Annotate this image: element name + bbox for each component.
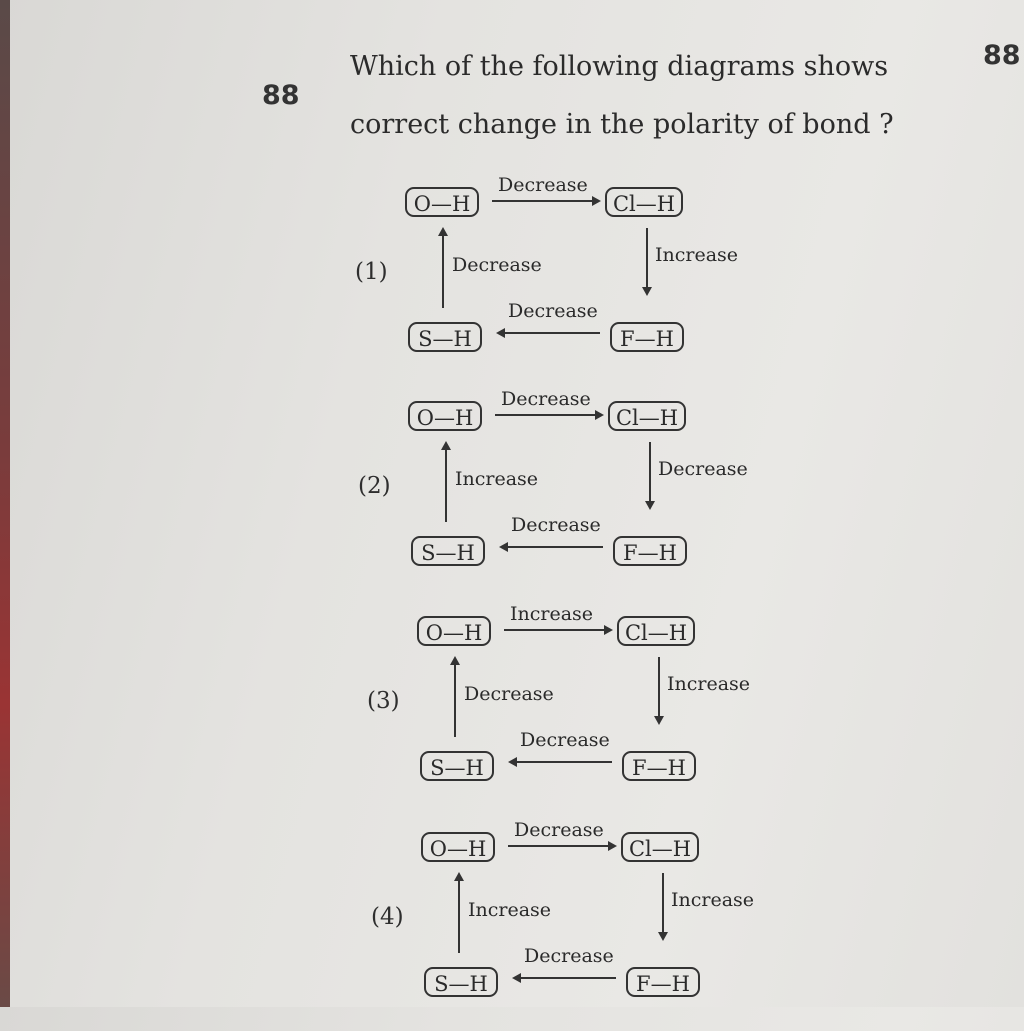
bond-box-s-h: S—H [411,536,485,566]
arrow-label-top: Decrease [498,174,588,196]
arrow-label-right: Increase [671,889,755,911]
arrow-top [492,200,592,202]
arrow-right-head [642,287,652,296]
bond-box-cl-h: Cl—H [621,832,699,862]
arrow-left-head [441,441,451,450]
answer-option-3[interactable] [12,603,1024,815]
arrow-label-left: Increase [455,468,539,490]
arrow-label-bottom: Decrease [511,514,601,536]
arrow-label-left: Decrease [452,254,542,276]
answer-option-2[interactable] [3,388,1024,600]
option-label: (2) [358,473,391,499]
arrow-right [649,442,651,502]
bond-box-f-h: F—H [613,536,687,566]
answer-option-1[interactable] [0,174,1024,386]
arrow-bottom-head [512,973,521,983]
arrow-top-head [608,841,617,851]
arrow-label-right: Increase [667,673,751,695]
arrow-label-top: Decrease [514,819,604,841]
arrow-right-head [645,501,655,510]
bond-box-f-h: F—H [622,751,696,781]
arrow-bottom [505,332,600,334]
bond-box-cl-h: Cl—H [605,187,683,217]
arrow-label-left: Decrease [464,683,554,705]
arrow-top-head [595,410,604,420]
arrow-bottom [508,546,603,548]
arrow-bottom-head [508,757,517,767]
arrow-left [445,450,447,522]
arrow-bottom [517,761,612,763]
arrow-label-right: Decrease [658,458,748,480]
arrow-bottom [521,977,616,979]
bond-box-s-h: S—H [420,751,494,781]
bond-box-s-h: S—H [408,322,482,352]
arrow-bottom-head [496,328,505,338]
question-number: 88 [262,80,300,111]
arrow-bottom-head [499,542,508,552]
arrow-left-head [438,227,448,236]
arrow-top-head [592,196,601,206]
bond-box-cl-h: Cl—H [608,401,686,431]
arrow-left-head [454,872,464,881]
bond-box-o-h: O—H [405,187,479,217]
bond-box-f-h: F—H [626,967,700,997]
arrow-top [504,629,604,631]
arrow-right [662,873,664,933]
arrow-label-left: Increase [468,899,552,921]
question-text: Which of the following diagrams shows correct change in the polarity of bond ? [350,51,894,140]
bond-box-s-h: S—H [424,967,498,997]
bond-box-o-h: O—H [408,401,482,431]
option-label: (4) [371,904,404,930]
arrow-label-top: Decrease [501,388,591,410]
option-label: (3) [367,688,400,714]
arrow-right-head [658,932,668,941]
arrow-left [442,236,444,308]
bond-box-cl-h: Cl—H [617,616,695,646]
arrow-top-head [604,625,613,635]
arrow-label-right: Increase [655,244,739,266]
bond-box-f-h: F—H [610,322,684,352]
arrow-label-top: Increase [510,603,594,625]
arrow-right-head [654,716,664,725]
bond-box-o-h: O—H [417,616,491,646]
answer-option-4[interactable] [16,819,1024,1031]
arrow-label-bottom: Decrease [520,729,610,751]
arrow-label-bottom: Decrease [524,945,614,967]
option-label: (1) [355,259,388,285]
arrow-right [658,657,660,717]
bond-box-o-h: O—H [421,832,495,862]
arrow-right [646,228,648,288]
arrow-top [495,414,595,416]
arrow-left [454,665,456,737]
arrow-top [508,845,608,847]
arrow-left [458,881,460,953]
arrow-label-bottom: Decrease [508,300,598,322]
margin-question-number: 88 [983,40,1021,71]
arrow-left-head [450,656,460,665]
